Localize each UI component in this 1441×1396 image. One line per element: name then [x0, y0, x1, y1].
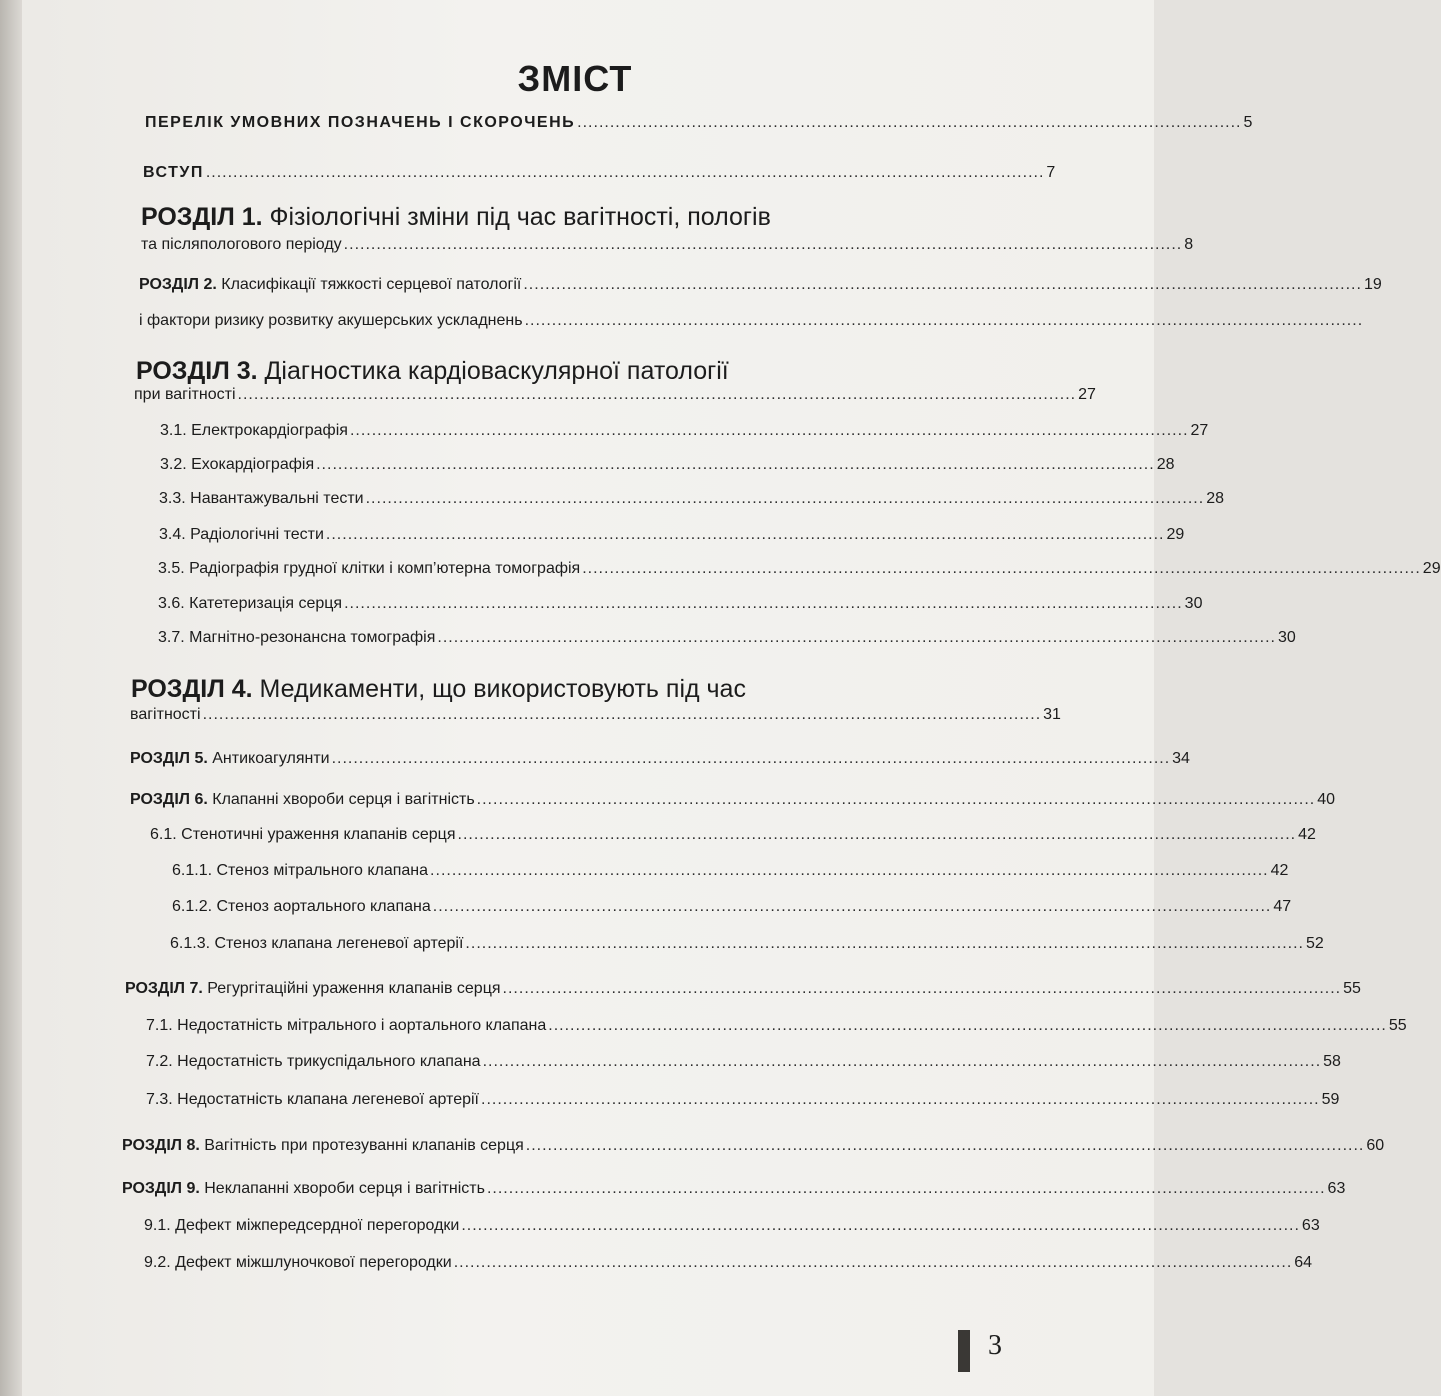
toc-entry-label: 3.5. Радіографія грудної клітки і комп’ютерна томографія: [158, 560, 581, 577]
toc-entry-section-6-1[interactable]: [150, 826, 1316, 860]
toc-entry-label: 3.3. Навантажувальні тести: [159, 490, 364, 507]
toc-entry-label: ВСТУП: [143, 164, 204, 181]
toc-entry-label: 3.2. Ехокардіографія: [160, 456, 315, 473]
toc-entry-label: 6.1.1. Стеноз мітрального клапана: [172, 862, 429, 879]
toc-entry-section-3-6[interactable]: [158, 595, 1203, 629]
toc-entry-section-7-2[interactable]: [146, 1053, 1341, 1087]
toc-entry-section-6-1-3[interactable]: [170, 935, 1324, 969]
toc-page-number: 29: [1422, 560, 1441, 577]
toc-leader-dots: ..........................................................................................................................................................: [502, 980, 1342, 997]
toc-entry-chapter-2-line2: [139, 312, 1364, 346]
toc-page-number: 63: [1327, 1180, 1346, 1197]
toc-entry-chapter-3-line2[interactable]: [134, 386, 1096, 420]
toc-leader-dots: ..........................................................................................................................................................: [548, 1017, 1387, 1034]
toc-entry-chapter-9[interactable]: [122, 1180, 1346, 1214]
toc-page-number: 30: [1184, 595, 1203, 612]
toc-page-number: 59: [1321, 1091, 1340, 1108]
toc-leader-dots: ..........................................................................................................................................................: [432, 898, 1272, 915]
toc-leader-dots: ..........................................................................................................................................................: [316, 456, 1155, 473]
toc-entry-section-7-1[interactable]: [146, 1017, 1407, 1051]
toc-entry-label: 7.3. Недостатність клапана легеневої артерії: [146, 1091, 479, 1108]
toc-entry-label-continued: вагітності: [130, 706, 201, 723]
toc-leader-dots: ..........................................................................................................................................................: [349, 422, 1189, 439]
toc-page-number: 31: [1043, 706, 1061, 723]
page-gutter-shadow: [0, 0, 22, 1396]
toc-entry-label: 6.1.2. Стеноз аортального клапана: [172, 898, 431, 915]
toc-entry-chapter-1-line1[interactable]: [141, 200, 771, 234]
toc-chapter-number: РОЗДІЛ 7.: [125, 980, 203, 997]
toc-entry-chapter-3-line1[interactable]: [136, 354, 729, 388]
toc-entry-chapter-8[interactable]: [122, 1137, 1385, 1171]
toc-leader-dots: ..........................................................................................................................................................: [476, 791, 1316, 808]
toc-page-number: 52: [1306, 935, 1324, 952]
toc-entry-label-continued: і фактори ризику розвитку акушерських ускладнень: [139, 312, 523, 329]
toc-entry-label: Вагітність при протезуванні клапанів серця: [199, 1137, 524, 1154]
toc-chapter-number: РОЗДІЛ 6.: [130, 791, 208, 808]
toc-entry-section-7-3[interactable]: [146, 1091, 1340, 1125]
toc-entry-section-3-7[interactable]: [158, 629, 1296, 663]
toc-chapter-number: РОЗДІЛ 2.: [139, 276, 217, 293]
toc-title: ЗМІСТ: [517, 58, 633, 99]
toc-page-number: 63: [1301, 1217, 1320, 1234]
toc-entry-chapter-7[interactable]: [125, 980, 1361, 1014]
toc-entry-label: 6.1.3. Стеноз клапана легеневої артерії: [170, 935, 464, 952]
toc-page-number: 5: [1243, 114, 1253, 131]
toc-entry-label: ПЕРЕЛІК УМОВНИХ ПОЗНАЧЕНЬ І СКОРОЧЕНЬ: [145, 114, 576, 131]
page-folio-number: 3: [988, 1330, 1002, 1361]
toc-entry-section-3-4[interactable]: [159, 526, 1185, 560]
toc-page-number: 58: [1323, 1053, 1341, 1070]
toc-entry-section-3-1[interactable]: [160, 422, 1209, 456]
toc-entry-chapter-5[interactable]: [130, 750, 1190, 784]
toc-entry-label: 9.1. Дефект міжпередсердної перегородки: [144, 1217, 460, 1234]
toc-entry-intro[interactable]: [143, 164, 1056, 198]
toc-entry-section-6-1-2[interactable]: [172, 898, 1292, 932]
toc-page-number: 34: [1172, 750, 1190, 767]
toc-entry-label: Регургітаційні ураження клапанів серця: [202, 980, 501, 997]
toc-leader-dots: ..........................................................................................................................................................: [525, 1137, 1365, 1154]
toc-page-number: 8: [1184, 236, 1194, 253]
toc-chapter-number: РОЗДІЛ 9.: [122, 1180, 200, 1197]
toc-entry-label: Антикоагулянти: [207, 750, 330, 767]
toc-leader-dots: ..........................................................................................................................................................: [325, 526, 1165, 543]
toc-entry-label: 3.4. Радіологічні тести: [159, 526, 324, 543]
toc-entry-label-continued: при вагітності: [134, 386, 236, 403]
toc-chapter-number: РОЗДІЛ 3.: [136, 357, 258, 385]
toc-leader-dots: ..........................................................................................................................................................: [205, 164, 1045, 181]
toc-page-number: 27: [1190, 422, 1209, 439]
toc-leader-dots: ..........................................................................................................................................................: [457, 826, 1297, 843]
toc-leader-dots: ..........................................................................................................................................................: [453, 1254, 1293, 1271]
toc-chapter-number: РОЗДІЛ 5.: [130, 750, 208, 767]
toc-chapter-number: РОЗДІЛ 1.: [141, 203, 263, 231]
toc-entry-chapter-6[interactable]: [130, 791, 1336, 825]
toc-leader-dots: ..........................................................................................................................................................: [524, 312, 1364, 329]
toc-entry-chapter-4-line1[interactable]: [131, 672, 746, 706]
toc-leader-dots: ..........................................................................................................................................................: [465, 935, 1304, 952]
toc-page-number: 42: [1298, 826, 1316, 843]
toc-entry-label: 3.6. Катетеризація серця: [158, 595, 343, 612]
toc-page-number: 30: [1277, 629, 1296, 646]
toc-entry-label: 9.2. Дефект міжшлуночкової перегородки: [144, 1254, 452, 1271]
toc-leader-dots: ..........................................................................................................................................................: [486, 1180, 1326, 1197]
toc-page-number: 55: [1388, 1017, 1407, 1034]
toc-entry-chapter-4-line2[interactable]: [130, 706, 1061, 740]
toc-entry-label: Фізіологічні зміни під час вагітності, пологів: [262, 203, 771, 231]
toc-entry-chapter-2-line1[interactable]: [139, 276, 1382, 310]
toc-leader-dots: ..........................................................................................................................................................: [523, 276, 1362, 293]
toc-entry-label: 3.1. Електрокардіографія: [160, 422, 348, 439]
toc-leader-dots: ..........................................................................................................................................................: [365, 490, 1205, 507]
toc-entry-chapter-1-line2[interactable]: [141, 236, 1194, 270]
toc-page-number: 55: [1343, 980, 1361, 997]
toc-leader-dots: ..........................................................................................................................................................: [202, 706, 1042, 723]
toc-leader-dots: ..........................................................................................................................................................: [481, 1091, 1320, 1108]
toc-entry-label: Клапанні хвороби серця і вагітність: [207, 791, 475, 808]
toc-leader-dots: ..........................................................................................................................................................: [482, 1053, 1322, 1070]
toc-page-number: 29: [1166, 526, 1185, 543]
toc-page-number: 47: [1273, 898, 1292, 915]
toc-leader-dots: ..........................................................................................................................................................: [344, 595, 1183, 612]
toc-entry-section-9-2[interactable]: [144, 1254, 1313, 1288]
toc-page-number: 64: [1294, 1254, 1313, 1271]
toc-page-number: 28: [1206, 490, 1224, 507]
toc-leader-dots: ..........................................................................................................................................................: [437, 629, 1276, 646]
toc-entry-section-6-1-1[interactable]: [172, 862, 1289, 896]
toc-entry-label: 6.1. Стенотичні ураження клапанів серця: [150, 826, 456, 843]
toc-entry-section-3-5[interactable]: [158, 560, 1441, 594]
toc-page-number: 60: [1366, 1137, 1385, 1154]
toc-page-number: 19: [1363, 276, 1382, 293]
toc-entry-section-3-2[interactable]: [160, 456, 1175, 490]
toc-chapter-number: РОЗДІЛ 8.: [122, 1137, 200, 1154]
toc-entry-label: 7.1. Недостатність мітрального і аортального клапана: [146, 1017, 547, 1034]
toc-entry-label-continued: та післяпологового періоду: [141, 236, 342, 253]
toc-entry-section-9-1[interactable]: [144, 1217, 1320, 1251]
toc-entry-label: Класифікації тяжкості серцевої патології: [216, 276, 522, 293]
toc-leader-dots: ..........................................................................................................................................................: [430, 862, 1269, 879]
toc-entry-abbreviations[interactable]: [145, 114, 1253, 148]
toc-leader-dots: ..........................................................................................................................................................: [331, 750, 1171, 767]
toc-page-number: 7: [1046, 164, 1056, 181]
toc-leader-dots: ..........................................................................................................................................................: [237, 386, 1077, 403]
toc-entry-label: Діагностика кардіоваскулярної патології: [257, 357, 729, 385]
toc-page-number: 40: [1317, 791, 1336, 808]
toc-leader-dots: ..........................................................................................................................................................: [343, 236, 1183, 253]
toc-entry-label: Медикаменти, що використовують під час: [252, 675, 746, 703]
toc-leader-dots: ..........................................................................................................................................................: [461, 1217, 1300, 1234]
toc-leader-dots: ..........................................................................................................................: [577, 114, 1242, 131]
toc-page-number: 28: [1156, 456, 1175, 473]
toc-entry-section-3-3[interactable]: [159, 490, 1224, 524]
toc-page-number: 27: [1078, 386, 1096, 403]
toc-entry-label: Неклапанні хвороби серця і вагітність: [199, 1180, 485, 1197]
toc-entry-label: 7.2. Недостатність трикуспідального клапана: [146, 1053, 481, 1070]
toc-leader-dots: ..........................................................................................................................................................: [582, 560, 1421, 577]
folio-marker-bar: [958, 1330, 970, 1372]
toc-chapter-number: РОЗДІЛ 4.: [131, 675, 253, 703]
toc-page-number: 42: [1270, 862, 1289, 879]
toc-entry-label: 3.7. Магнітно-резонансна томографія: [158, 629, 436, 646]
